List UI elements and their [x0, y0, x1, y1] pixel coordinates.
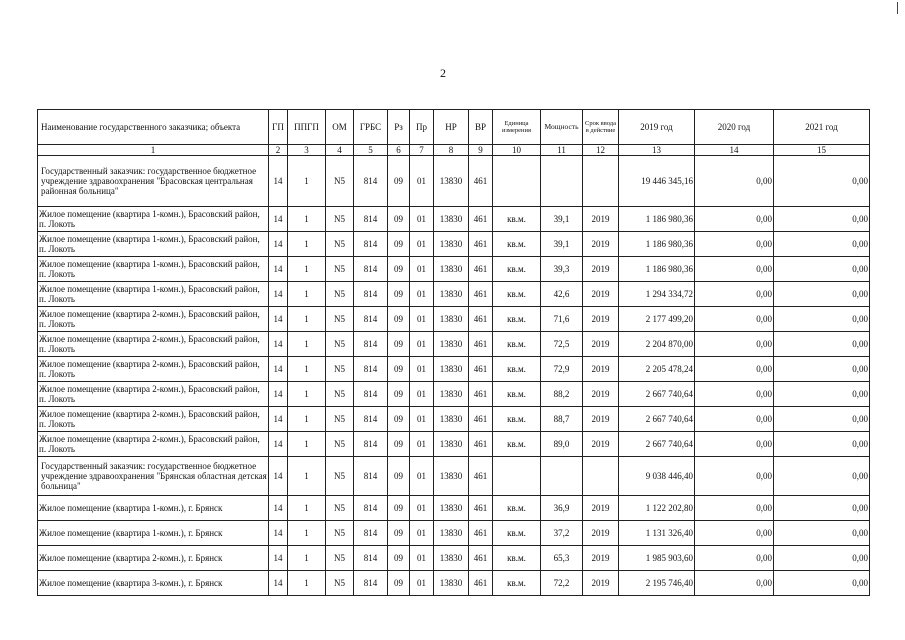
header-cell: 2020 год — [695, 110, 774, 145]
header-cell: ОМ — [326, 110, 354, 145]
vr-cell: 461 — [469, 156, 493, 207]
term-cell: 2019 — [583, 382, 619, 407]
nr-cell: 13830 — [434, 521, 469, 546]
amount-2019-cell: 2 204 870,00 — [619, 332, 695, 357]
amount-2020-cell: 0,00 — [695, 332, 774, 357]
term-cell: 2019 — [583, 307, 619, 332]
object-name-cell: Жилое помещение (квартира 1-комн.), г. Брянск — [38, 521, 269, 546]
column-number: 11 — [541, 145, 583, 156]
rz-cell: 09 — [388, 407, 410, 432]
amount-2020-cell: 0,00 — [695, 282, 774, 307]
rz-cell: 09 — [388, 156, 410, 207]
column-number: 9 — [469, 145, 493, 156]
gp-cell: 14 — [269, 496, 288, 521]
vr-cell: 461 — [469, 546, 493, 571]
term-cell: 2019 — [583, 521, 619, 546]
object-name-cell: Жилое помещение (квартира 3-комн.), г. Брянск — [38, 571, 269, 596]
ppgp-cell: 1 — [288, 207, 326, 232]
object-name-cell: Жилое помещение (квартира 1-комн.), Брасовский район, п. Локоть — [38, 232, 269, 257]
object-name-cell: Жилое помещение (квартира 1-комн.), г. Брянск — [38, 496, 269, 521]
gp-cell: 14 — [269, 232, 288, 257]
pr-cell: 01 — [410, 571, 434, 596]
vr-cell: 461 — [469, 382, 493, 407]
unit-cell: кв.м. — [493, 357, 541, 382]
grbs-cell: 814 — [354, 546, 388, 571]
ppgp-cell: 1 — [288, 232, 326, 257]
rz-cell: 09 — [388, 332, 410, 357]
vr-cell: 461 — [469, 407, 493, 432]
table-row — [38, 332, 870, 357]
amount-2020-cell: 0,00 — [695, 571, 774, 596]
amount-2021-cell: 0,00 — [774, 257, 870, 282]
amount-2021-cell: 0,00 — [774, 156, 870, 207]
unit-cell: кв.м. — [493, 407, 541, 432]
amount-2020-cell: 0,00 — [695, 232, 774, 257]
header-cell: Единица измерения — [493, 110, 541, 145]
unit-cell: кв.м. — [493, 257, 541, 282]
amount-2020-cell: 0,00 — [695, 407, 774, 432]
table-row — [38, 432, 870, 457]
capacity-cell: 89,0 — [541, 432, 583, 457]
rz-cell: 09 — [388, 307, 410, 332]
table-row — [38, 571, 870, 596]
grbs-cell: 814 — [354, 432, 388, 457]
om-cell: N5 — [326, 207, 354, 232]
ppgp-cell: 1 — [288, 457, 326, 496]
unit-cell: кв.м. — [493, 207, 541, 232]
pr-cell: 01 — [410, 257, 434, 282]
vr-cell: 461 — [469, 432, 493, 457]
grbs-cell: 814 — [354, 307, 388, 332]
nr-cell: 13830 — [434, 282, 469, 307]
amount-2021-cell: 0,00 — [774, 332, 870, 357]
amount-2019-cell: 2 667 740,64 — [619, 432, 695, 457]
table-row — [38, 207, 870, 232]
nr-cell: 13830 — [434, 332, 469, 357]
amount-2019-cell: 2 205 478,24 — [619, 357, 695, 382]
pr-cell: 01 — [410, 156, 434, 207]
header-cell: Срок ввода в действие — [583, 110, 619, 145]
grbs-cell: 814 — [354, 496, 388, 521]
page-number: 2 — [440, 66, 446, 80]
unit-cell: кв.м. — [493, 282, 541, 307]
object-name-cell: Жилое помещение (квартира 1-комн.), Брасовский район, п. Локоть — [38, 257, 269, 282]
unit-cell: кв.м. — [493, 571, 541, 596]
header-cell: НР — [434, 110, 469, 145]
object-name-cell: Жилое помещение (квартира 1-комн.), Брасовский район, п. Локоть — [38, 282, 269, 307]
column-number: 1 — [38, 145, 269, 156]
gp-cell: 14 — [269, 282, 288, 307]
rz-cell: 09 — [388, 282, 410, 307]
amount-2021-cell: 0,00 — [774, 382, 870, 407]
amount-2021-cell: 0,00 — [774, 496, 870, 521]
unit-cell: кв.м. — [493, 307, 541, 332]
table-body — [38, 156, 870, 596]
amount-2020-cell: 0,00 — [695, 457, 774, 496]
column-number: 7 — [410, 145, 434, 156]
column-number: 2 — [269, 145, 288, 156]
capacity-cell: 39,1 — [541, 232, 583, 257]
pr-cell: 01 — [410, 382, 434, 407]
nr-cell: 13830 — [434, 382, 469, 407]
column-number: 6 — [388, 145, 410, 156]
ppgp-cell: 1 — [288, 382, 326, 407]
pr-cell: 01 — [410, 357, 434, 382]
pr-cell: 01 — [410, 457, 434, 496]
header-row — [38, 110, 870, 145]
nr-cell: 13830 — [434, 207, 469, 232]
capacity-cell: 88,7 — [541, 407, 583, 432]
om-cell: N5 — [326, 357, 354, 382]
om-cell: N5 — [326, 156, 354, 207]
grbs-cell: 814 — [354, 457, 388, 496]
term-cell: 2019 — [583, 232, 619, 257]
object-name-cell: Жилое помещение (квартира 2-комн.), Брасовский район, п. Локоть — [38, 432, 269, 457]
term-cell: 2019 — [583, 546, 619, 571]
nr-cell: 13830 — [434, 432, 469, 457]
gp-cell: 14 — [269, 156, 288, 207]
amount-2020-cell: 0,00 — [695, 521, 774, 546]
column-number: 12 — [583, 145, 619, 156]
om-cell: N5 — [326, 232, 354, 257]
column-number: 15 — [774, 145, 870, 156]
pr-cell: 01 — [410, 207, 434, 232]
term-cell — [583, 156, 619, 207]
table-row — [38, 232, 870, 257]
om-cell: N5 — [326, 282, 354, 307]
object-name-cell: Жилое помещение (квартира 2-комн.), Брасовский район, п. Локоть — [38, 332, 269, 357]
unit-cell: кв.м. — [493, 432, 541, 457]
vr-cell: 461 — [469, 357, 493, 382]
pr-cell: 01 — [410, 332, 434, 357]
amount-2021-cell: 0,00 — [774, 546, 870, 571]
capacity-cell: 65,3 — [541, 546, 583, 571]
amount-2019-cell: 1 294 334,72 — [619, 282, 695, 307]
om-cell: N5 — [326, 571, 354, 596]
amount-2020-cell: 0,00 — [695, 156, 774, 207]
capacity-cell: 39,3 — [541, 257, 583, 282]
ppgp-cell: 1 — [288, 407, 326, 432]
grbs-cell: 814 — [354, 332, 388, 357]
amount-2021-cell: 0,00 — [774, 521, 870, 546]
grbs-cell: 814 — [354, 207, 388, 232]
header-cell: ГРБС — [354, 110, 388, 145]
column-number: 14 — [695, 145, 774, 156]
amount-2019-cell: 9 038 446,40 — [619, 457, 695, 496]
pr-cell: 01 — [410, 546, 434, 571]
gp-cell: 14 — [269, 257, 288, 282]
vr-cell: 461 — [469, 521, 493, 546]
object-name-cell: Жилое помещение (квартира 1-комн.), Брасовский район, п. Локоть — [38, 207, 269, 232]
object-name-cell: Жилое помещение (квартира 2-комн.), Брасовский район, п. Локоть — [38, 407, 269, 432]
amount-2021-cell: 0,00 — [774, 457, 870, 496]
unit-cell: кв.м. — [493, 521, 541, 546]
investment-table — [37, 109, 870, 596]
amount-2019-cell: 1 186 980,36 — [619, 232, 695, 257]
pr-cell: 01 — [410, 307, 434, 332]
term-cell: 2019 — [583, 407, 619, 432]
vr-cell: 461 — [469, 282, 493, 307]
ppgp-cell: 1 — [288, 521, 326, 546]
amount-2020-cell: 0,00 — [695, 257, 774, 282]
rz-cell: 09 — [388, 571, 410, 596]
amount-2019-cell: 2 177 499,20 — [619, 307, 695, 332]
table-row — [38, 282, 870, 307]
table-row — [38, 521, 870, 546]
term-cell: 2019 — [583, 332, 619, 357]
amount-2019-cell: 1 186 980,36 — [619, 207, 695, 232]
rz-cell: 09 — [388, 357, 410, 382]
nr-cell: 13830 — [434, 496, 469, 521]
gp-cell: 14 — [269, 546, 288, 571]
amount-2020-cell: 0,00 — [695, 382, 774, 407]
table-row — [38, 307, 870, 332]
rz-cell: 09 — [388, 432, 410, 457]
amount-2021-cell: 0,00 — [774, 207, 870, 232]
amount-2020-cell: 0,00 — [695, 207, 774, 232]
column-number: 10 — [493, 145, 541, 156]
header-cell: Пр — [410, 110, 434, 145]
term-cell: 2019 — [583, 432, 619, 457]
nr-cell: 13830 — [434, 232, 469, 257]
column-number-row — [38, 145, 870, 156]
unit-cell: кв.м. — [493, 496, 541, 521]
capacity-cell: 72,5 — [541, 332, 583, 357]
table-row — [38, 357, 870, 382]
amount-2020-cell: 0,00 — [695, 307, 774, 332]
object-name-cell: Государственный заказчик: государственное бюджетное учреждение здравоохранения "Брянская областная детская больница" — [38, 457, 269, 496]
ppgp-cell: 1 — [288, 496, 326, 521]
ppgp-cell: 1 — [288, 332, 326, 357]
gp-cell: 14 — [269, 521, 288, 546]
amount-2019-cell: 2 195 746,40 — [619, 571, 695, 596]
amount-2021-cell: 0,00 — [774, 407, 870, 432]
amount-2021-cell: 0,00 — [774, 307, 870, 332]
nr-cell: 13830 — [434, 156, 469, 207]
table-row — [38, 407, 870, 432]
amount-2020-cell: 0,00 — [695, 357, 774, 382]
om-cell: N5 — [326, 496, 354, 521]
unit-cell: кв.м. — [493, 232, 541, 257]
term-cell: 2019 — [583, 207, 619, 232]
ppgp-cell: 1 — [288, 156, 326, 207]
corner-mark — [897, 2, 898, 14]
unit-cell — [493, 156, 541, 207]
grbs-cell: 814 — [354, 156, 388, 207]
grbs-cell: 814 — [354, 521, 388, 546]
header-cell: ВР — [469, 110, 493, 145]
table-row — [38, 257, 870, 282]
grbs-cell: 814 — [354, 571, 388, 596]
amount-2019-cell: 1 186 980,36 — [619, 257, 695, 282]
vr-cell: 461 — [469, 496, 493, 521]
pr-cell: 01 — [410, 496, 434, 521]
grbs-cell: 814 — [354, 282, 388, 307]
vr-cell: 461 — [469, 257, 493, 282]
nr-cell: 13830 — [434, 357, 469, 382]
term-cell: 2019 — [583, 357, 619, 382]
grbs-cell: 814 — [354, 407, 388, 432]
vr-cell: 461 — [469, 571, 493, 596]
header-cell: Наименование государственного заказчика; объекта — [38, 110, 269, 145]
ppgp-cell: 1 — [288, 307, 326, 332]
amount-2021-cell: 0,00 — [774, 282, 870, 307]
om-cell: N5 — [326, 332, 354, 357]
nr-cell: 13830 — [434, 571, 469, 596]
vr-cell: 461 — [469, 332, 493, 357]
table-row — [38, 546, 870, 571]
amount-2021-cell: 0,00 — [774, 357, 870, 382]
customer-group-row — [38, 156, 870, 207]
header-cell: 2019 год — [619, 110, 695, 145]
capacity-cell: 37,2 — [541, 521, 583, 546]
column-number: 4 — [326, 145, 354, 156]
amount-2020-cell: 0,00 — [695, 546, 774, 571]
capacity-cell — [541, 156, 583, 207]
vr-cell: 461 — [469, 457, 493, 496]
capacity-cell: 71,6 — [541, 307, 583, 332]
unit-cell: кв.м. — [493, 546, 541, 571]
amount-2020-cell: 0,00 — [695, 432, 774, 457]
capacity-cell: 39,1 — [541, 207, 583, 232]
capacity-cell: 36,9 — [541, 496, 583, 521]
header-cell: ГП — [269, 110, 288, 145]
gp-cell: 14 — [269, 407, 288, 432]
ppgp-cell: 1 — [288, 357, 326, 382]
gp-cell: 14 — [269, 571, 288, 596]
amount-2021-cell: 0,00 — [774, 571, 870, 596]
term-cell: 2019 — [583, 496, 619, 521]
gp-cell: 14 — [269, 307, 288, 332]
column-number: 5 — [354, 145, 388, 156]
capacity-cell: 42,6 — [541, 282, 583, 307]
column-number: 13 — [619, 145, 695, 156]
amount-2019-cell: 1 131 326,40 — [619, 521, 695, 546]
header-cell: Рз — [388, 110, 410, 145]
object-name-cell: Жилое помещение (квартира 2-комн.), Брасовский район, п. Локоть — [38, 357, 269, 382]
unit-cell: кв.м. — [493, 332, 541, 357]
pr-cell: 01 — [410, 521, 434, 546]
ppgp-cell: 1 — [288, 282, 326, 307]
nr-cell: 13830 — [434, 307, 469, 332]
om-cell: N5 — [326, 457, 354, 496]
om-cell: N5 — [326, 257, 354, 282]
pr-cell: 01 — [410, 432, 434, 457]
unit-cell — [493, 457, 541, 496]
om-cell: N5 — [326, 382, 354, 407]
table-row — [38, 496, 870, 521]
grbs-cell: 814 — [354, 232, 388, 257]
vr-cell: 461 — [469, 232, 493, 257]
table-row — [38, 382, 870, 407]
gp-cell: 14 — [269, 382, 288, 407]
amount-2019-cell: 19 446 345,16 — [619, 156, 695, 207]
capacity-cell: 72,9 — [541, 357, 583, 382]
rz-cell: 09 — [388, 457, 410, 496]
amount-2019-cell: 2 667 740,64 — [619, 382, 695, 407]
ppgp-cell: 1 — [288, 546, 326, 571]
customer-group-row — [38, 457, 870, 496]
amount-2019-cell: 1 122 202,80 — [619, 496, 695, 521]
gp-cell: 14 — [269, 457, 288, 496]
ppgp-cell: 1 — [288, 432, 326, 457]
pr-cell: 01 — [410, 282, 434, 307]
amount-2021-cell: 0,00 — [774, 232, 870, 257]
rz-cell: 09 — [388, 207, 410, 232]
gp-cell: 14 — [269, 432, 288, 457]
header-cell: ППГП — [288, 110, 326, 145]
rz-cell: 09 — [388, 232, 410, 257]
rz-cell: 09 — [388, 382, 410, 407]
pr-cell: 01 — [410, 232, 434, 257]
ppgp-cell: 1 — [288, 571, 326, 596]
nr-cell: 13830 — [434, 257, 469, 282]
grbs-cell: 814 — [354, 257, 388, 282]
rz-cell: 09 — [388, 521, 410, 546]
rz-cell: 09 — [388, 546, 410, 571]
om-cell: N5 — [326, 546, 354, 571]
om-cell: N5 — [326, 432, 354, 457]
object-name-cell: Жилое помещение (квартира 2-комн.), г. Брянск — [38, 546, 269, 571]
rz-cell: 09 — [388, 257, 410, 282]
nr-cell: 13830 — [434, 457, 469, 496]
vr-cell: 461 — [469, 207, 493, 232]
gp-cell: 14 — [269, 357, 288, 382]
amount-2019-cell: 2 667 740,64 — [619, 407, 695, 432]
amount-2021-cell: 0,00 — [774, 432, 870, 457]
vr-cell: 461 — [469, 307, 493, 332]
capacity-cell: 72,2 — [541, 571, 583, 596]
grbs-cell: 814 — [354, 357, 388, 382]
pr-cell: 01 — [410, 407, 434, 432]
rz-cell: 09 — [388, 496, 410, 521]
header-cell: 2021 год — [774, 110, 870, 145]
header-cell: Мощность — [541, 110, 583, 145]
unit-cell: кв.м. — [493, 382, 541, 407]
term-cell: 2019 — [583, 257, 619, 282]
gp-cell: 14 — [269, 332, 288, 357]
column-number: 8 — [434, 145, 469, 156]
om-cell: N5 — [326, 407, 354, 432]
object-name-cell: Государственный заказчик: государственное бюджетное учреждение здравоохранения "Брасовская центральная районная больница" — [38, 156, 269, 207]
nr-cell: 13830 — [434, 407, 469, 432]
capacity-cell: 88,2 — [541, 382, 583, 407]
term-cell: 2019 — [583, 571, 619, 596]
term-cell — [583, 457, 619, 496]
grbs-cell: 814 — [354, 382, 388, 407]
object-name-cell: Жилое помещение (квартира 2-комн.), Брасовский район, п. Локоть — [38, 307, 269, 332]
amount-2020-cell: 0,00 — [695, 496, 774, 521]
column-number: 3 — [288, 145, 326, 156]
object-name-cell: Жилое помещение (квартира 2-комн.), Брасовский район, п. Локоть — [38, 382, 269, 407]
amount-2019-cell: 1 985 903,60 — [619, 546, 695, 571]
om-cell: N5 — [326, 307, 354, 332]
capacity-cell — [541, 457, 583, 496]
om-cell: N5 — [326, 521, 354, 546]
nr-cell: 13830 — [434, 546, 469, 571]
gp-cell: 14 — [269, 207, 288, 232]
ppgp-cell: 1 — [288, 257, 326, 282]
term-cell: 2019 — [583, 282, 619, 307]
